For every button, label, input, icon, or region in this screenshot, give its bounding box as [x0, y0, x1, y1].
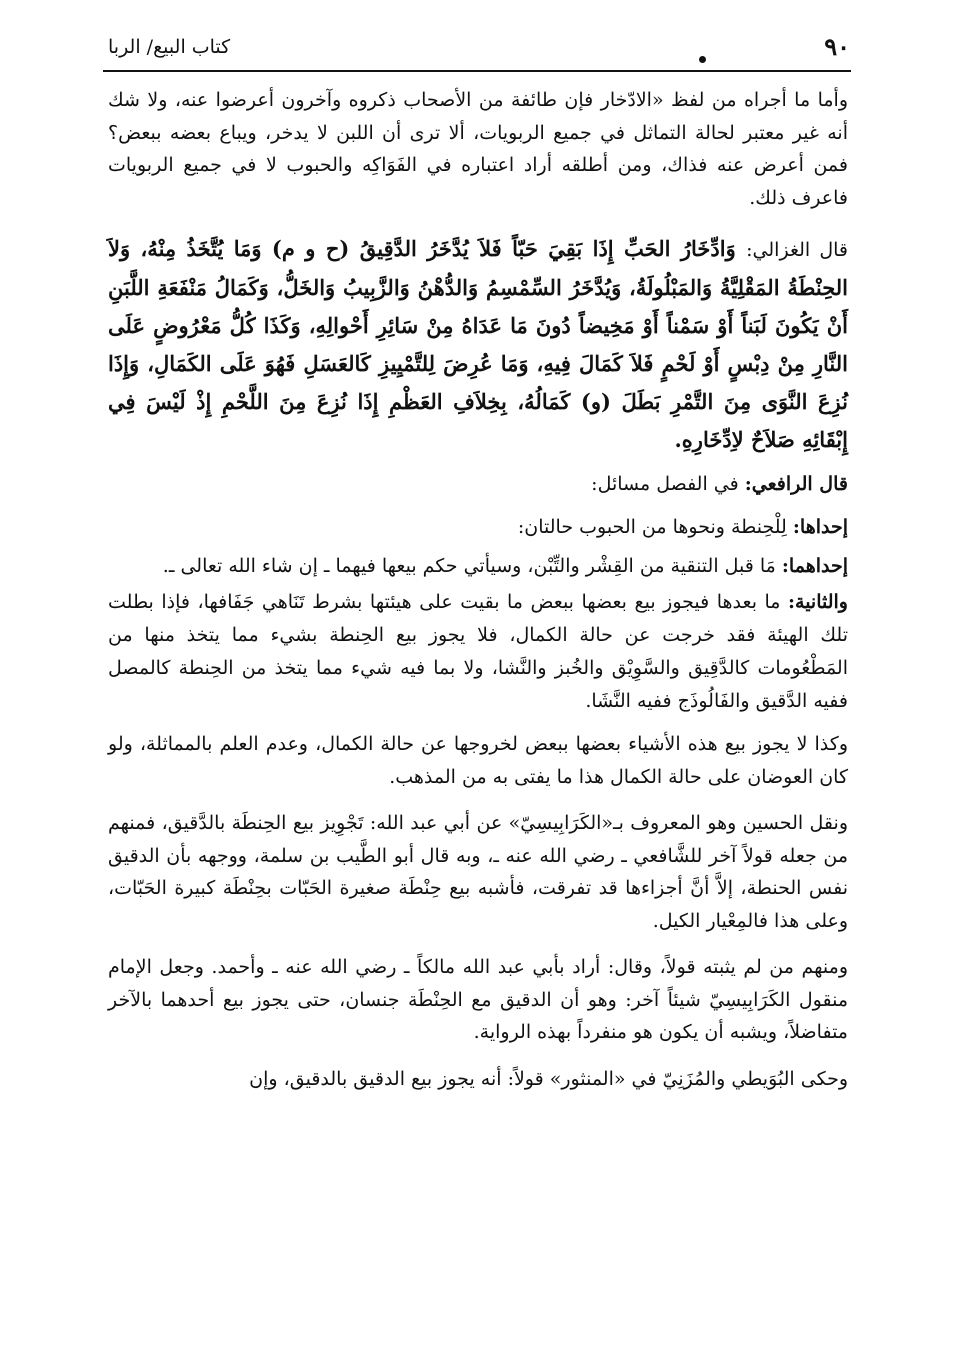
speaker-label: قال الغزالي: [746, 239, 848, 261]
paragraph [108, 507, 848, 547]
paragraph-text: لِلْحِنطة ونحوها من الحبوب حالتان: [517, 516, 787, 538]
speaker-label: قال الرافعي: [744, 473, 848, 495]
section-label: والثانية: [788, 591, 848, 613]
page-number: ٩٠ [824, 32, 850, 61]
running-title: كتاب البيع/ الربا [108, 36, 231, 58]
paragraph [108, 728, 848, 793]
paragraph-text: ومنهم من لم يثبته قولاً، وقال: أراد بأبي عبد الله مالكاً ـ رضي الله عنه ـ وأحمد. وجعل الإمام منقول الكَرَابِيسِيّ شيئاً آخر: وهو أن الدقيق مع الحِنْطَة جنسان، حتى يجوز بيع أحدهما بالآخر متفاضلاً، ويشبه أن يكون هو منفرداً بهذه الرواية. [108, 956, 848, 1043]
paragraph [108, 1063, 848, 1096]
paragraph [108, 951, 848, 1049]
header-dot [699, 56, 706, 63]
paragraph-text: وأما ما أجراه من لفظ «الادّخار فإن طائفة من الأصحاب ذكروه وآخرون أعرضوا عنه، ولا شك أنه غير معتبر لحالة التماثل في جميع الربويات، ألا ترى أن اللبن لا يدخر، ويباع بعضه ببعض؟ فمن أعرض عنه فذاك، ومن أطلقه أراد اعتباره في الفَوَاكِه والحبوب لا في جميع الربويات فاعرف ذلك. [108, 89, 848, 209]
paragraph-text: وحكى البُوَيطي والمُزَنِيّ في «المنثور» قولاً: أنه يجوز بيع الدقيق بالدقيق، وإن [249, 1067, 848, 1090]
section-label: إحداها: [792, 516, 848, 538]
header-rule [103, 70, 851, 72]
paragraph-text: وكذا لا يجوز بيع هذه الأشياء بعضها ببعض لخروجها عن حالة الكمال، وعدم العلم بالمماثلة، ولو كان العوضان على حالة الكمال هذا ما يفتى به من المذهب. [108, 733, 848, 788]
paragraph-text: في الفصل مسائل: [591, 473, 739, 495]
paragraph [108, 84, 848, 214]
page-header [108, 30, 850, 70]
paragraph [108, 550, 848, 583]
paragraph [108, 467, 848, 501]
paragraph-text: مَا قبل التنقية من القِشْر والتِّبْن، وسيأتي حكم بيعها فيهما ـ إن شاء الله تعالى ـ. [162, 555, 776, 577]
matn-paragraph [108, 230, 848, 459]
paragraph [108, 586, 848, 718]
paragraph [108, 807, 848, 937]
page-body [108, 84, 848, 1096]
section-label: إحداهما: [781, 555, 848, 577]
matn-text: وَادِّخَارُ الحَبِّ إِذَا بَقِيَ حَبّاً فَلاَ يُدَّخَرُ الدَّقِيقُ (ح و م) وَمَا يُتَّخَذُ مِنْهُ، وَلاَ الحِنْطَةُ المَقْلِيَّةُ وَالمَبْلُولَةُ، وَيُدَّخَرُ السِّمْسِمُ وَالدُّهْنُ وَالزَّبِيبُ وَالخَلُّ، وَكَمَالُ مَنْفَعَةِ اللَّبَنِ أَنْ يَكُونَ لَبَناً أَوْ سَمْناً أَوْ مَخِيضاً دُونَ مَا عَدَاهُ مِنْ سَائِرِ أَحْوالِهِ، وَكَذَا كُلُّ مَعْرُوضٍ عَلَى النَّارِ مِنْ دِبْسٍ أَوْ لَحْمٍ فَلاَ كَمَالَ فِيهِ، وَمَا عُرِضَ لِلتَّمْيِيزِ كَالعَسَلِ فَهُوَ عَلَى الكَمَالِ، وَإِذَا نُزِعَ النَّوَى مِنَ التَّمْرِ بَطَلَ (و) كَمَالُهُ، بِخِلاَفِ العَظْمِ إِذَا نُزِعَ مِنَ اللَّحْمِ إِذْ لَيْسَ فِي إِبْقَائِهِ صَلاَحٌ لاِدِّخَارِهِ. [108, 236, 848, 452]
paragraph-text: ونقل الحسين وهو المعروف بـ«الكَرَابِيسِيّ» عن أبي عبد الله: تَجْوِيز بيع الحِنطَة بالدَّقيق، فمنهم من جعله قولاً آخر للشَّافعي ـ رضي الله عنه ـ، وبه قال أبو الطَّيب بن سلمة، ووجهه بأن الدقيق نفس الحنطة، إلاَّ أنَّ أجزاءها قد تفرقت، فأشبه بيع حِنْطَة صغيرة الحَبّات بحِنْطَة كبيرة الحَبّات، وعلى هذا فالمِعْيار الكيل. [108, 812, 848, 932]
paragraph-text: ما بعدها فيجوز بيع بعضها ببعض ما بقيت على هيئتها بشرط تَنَاهي جَفَافها، فإذا بطلت تلك الهيئة فقد خرجت عن حالة الكمال، فلا يجوز بيع الحِنطة بشيء مما يتخذ منها من المَطْعُومات كالدَّقِيق والسَّوِيْق والخُبز والنَّشا، ولا بما فيه شيء مما يتخذ من الحِنطة كالمصل ففيه الدَّقيق والفَالُوذَج ففيه النَّشَا. [108, 591, 848, 712]
